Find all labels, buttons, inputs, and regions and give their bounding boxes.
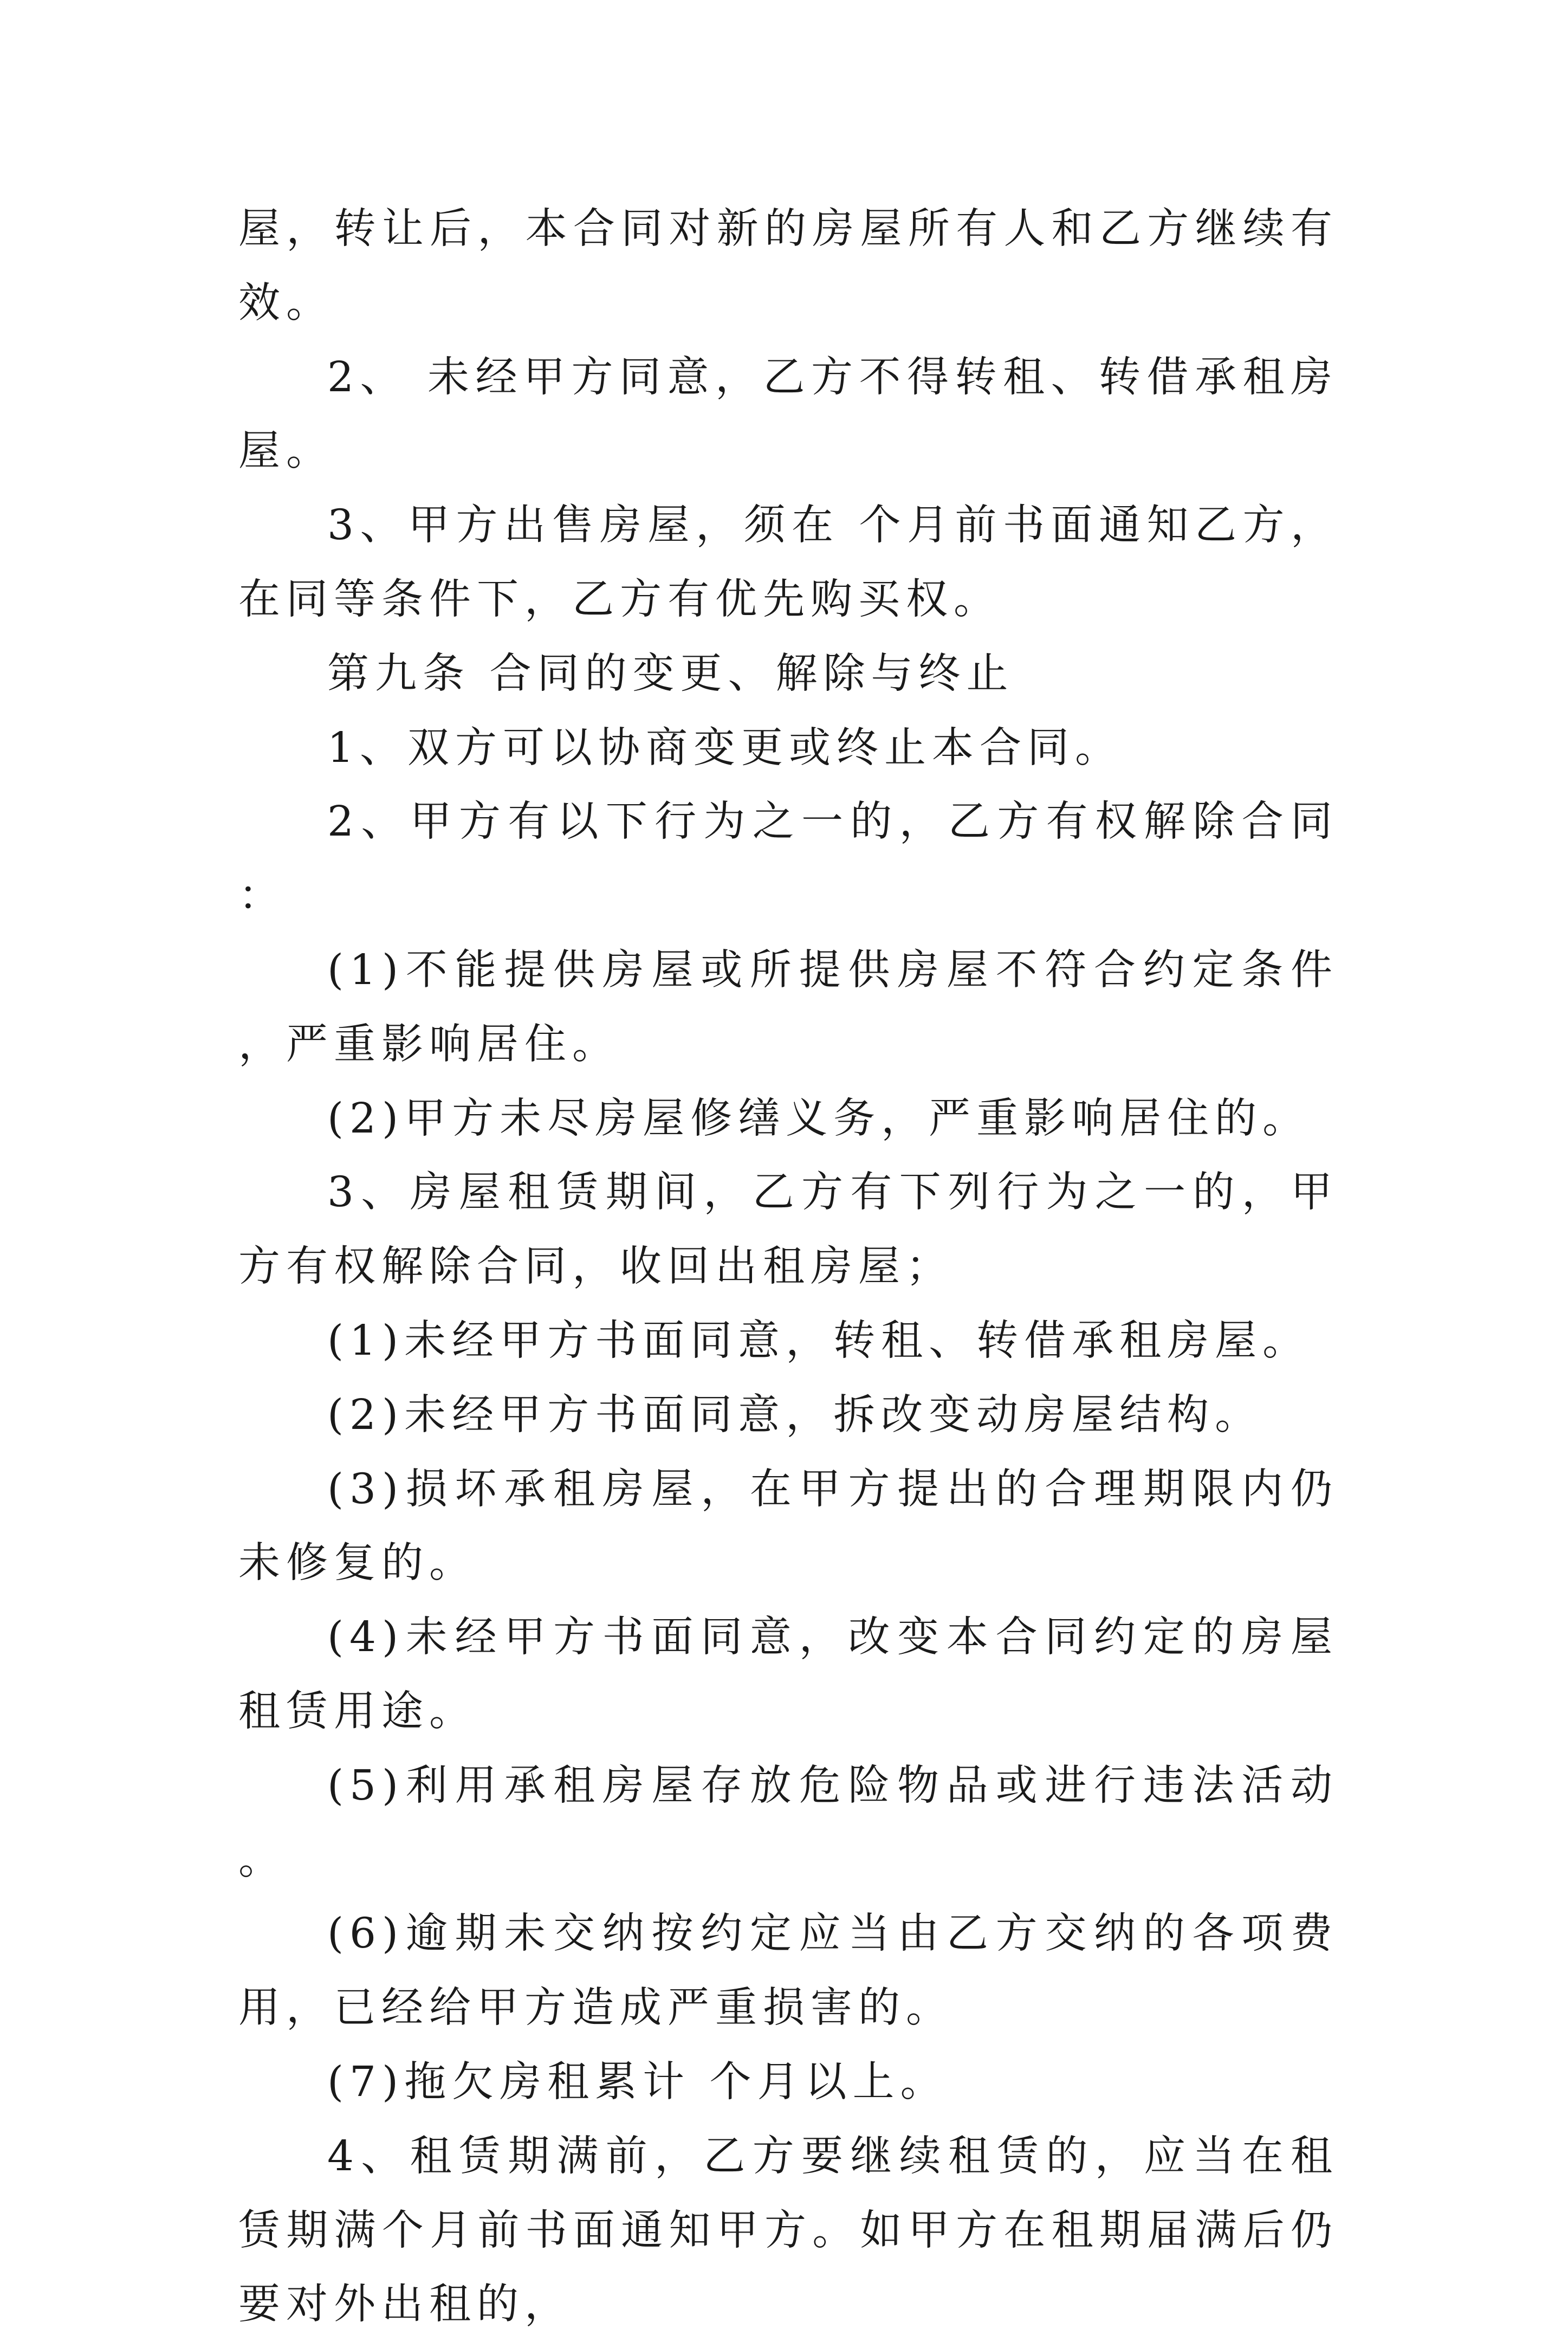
paragraph-sale-notice: 3、甲方出售房屋，须在 个月前书面通知乙方，在同等条件下，乙方有优先购买权。 xyxy=(238,501,1338,624)
list-item-tenant-2: (2)甲方未尽房屋修缮义务，严重影响居住的。 xyxy=(327,1094,1311,1143)
paragraph-landlord-termination-right: 3、房屋租赁期间，乙方有下列行为之一的，甲方有权解除合同，收回出租房屋； xyxy=(238,1168,1338,1291)
paragraph-tenant-termination-right: 2、甲方有以下行为之一的，乙方有权解除合同： xyxy=(238,798,1338,921)
section-heading-article-9: 第九条 合同的变更、解除与终止 xyxy=(327,649,1014,698)
list-item-landlord-5: (5)利用承租房屋存放危险物品或进行违法活动。 xyxy=(238,1761,1338,1884)
paragraph-no-sublet: 2、 未经甲方同意，乙方不得转租、转借承租房屋。 xyxy=(238,353,1338,476)
list-item-landlord-1: (1)未经甲方书面同意，转租、转借承租房屋。 xyxy=(327,1316,1311,1365)
paragraph-renewal-notice: 4、租赁期满前，乙方要继续租赁的，应当在租赁期满个月前书面通知甲方。如甲方在租期届满后仍要对外出租的， xyxy=(238,2132,1338,2329)
list-item-landlord-2: (2)未经甲方书面同意，拆改变动房屋结构。 xyxy=(327,1390,1263,1439)
list-item-landlord-7: (7)拖欠房租累计 个月以上。 xyxy=(327,2058,948,2106)
paragraph-transfer-continuation: 屋，转让后，本合同对新的房屋所有人和乙方继续有效。 xyxy=(238,205,1338,327)
list-item-tenant-1: (1)不能提供房屋或所提供房屋不符合约定条件，严重影响居住。 xyxy=(238,946,1338,1069)
list-item-landlord-6: (6)逾期未交纳按约定应当由乙方交纳的各项费用，已经给甲方造成严重损害的。 xyxy=(238,1910,1338,2033)
list-item-landlord-4: (4)未经甲方书面同意，改变本合同约定的房屋租赁用途。 xyxy=(238,1613,1338,1736)
list-item-landlord-3: (3)损坏承租房屋，在甲方提出的合理期限内仍未修复的。 xyxy=(238,1465,1338,1588)
document-body xyxy=(238,192,1338,2342)
paragraph-mutual-change: 1、双方可以协商变更或终止本合同。 xyxy=(327,723,1123,772)
